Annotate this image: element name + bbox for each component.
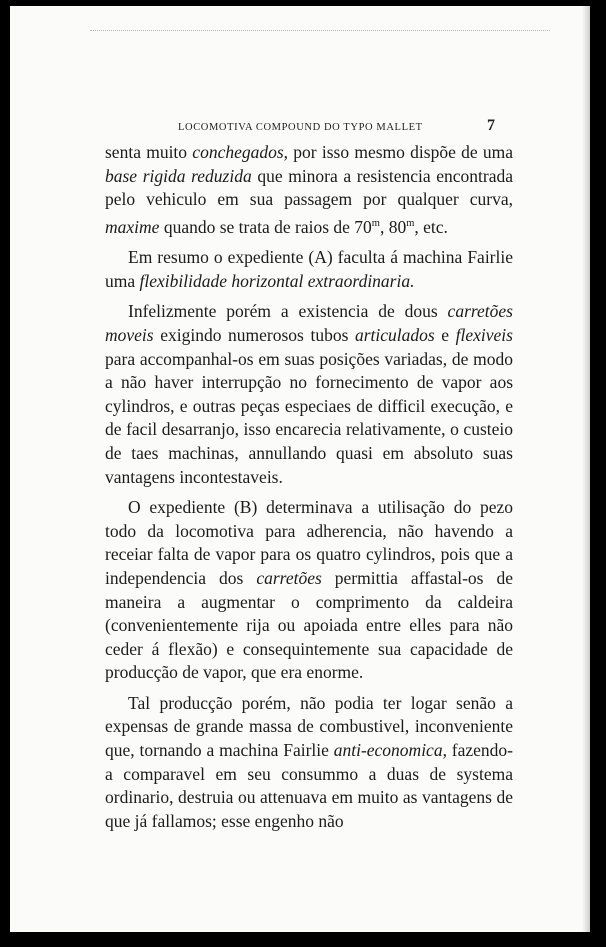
italic-run: flexibilidade horizontal extraordinaria. (139, 270, 415, 291)
running-head: LOCOMOTIVA COMPOUND DO TYPO MALLET (178, 122, 423, 133)
paragraph: Infelizmente porém a existencia de dous carretões moveis exigindo numerosos tubos articulados e flexiveis para accompanhal-os em suas posições variadas, de modo a não haver interrupção no fornecimento de vapor aos cylindros, e outras peças especiaes de difficil execução, e de facil desarranjo, isso encarecia relativamente, o custeio de taes machinas, annullando quasi em absoluto suas vantagens incontestaveis. (105, 301, 513, 487)
italic-run: base rigida reduzida (105, 165, 252, 186)
paragraph: Tal producção porém, não podia ter logar senão a expensas de grande massa de combustivel, inconveniente que, tornando a machina Fairlie anti-economica, fazendo-a comparavel em seu consummo a duas de systema ordinario, destruia ou attenuava em muito as vantagens de que já fallamos; esse engenho não (105, 692, 513, 831)
italic-run: articulados (354, 324, 435, 345)
italic-run: flexiveis (455, 324, 513, 345)
italic-run: carretões moveis (105, 301, 513, 345)
italic-run: anti-economica (333, 740, 443, 761)
page-edge-shadow (582, 6, 590, 932)
page-number: 7 (487, 117, 495, 134)
body-text (105, 141, 513, 840)
superscript-run: m (371, 217, 380, 229)
superscript-run: m (406, 217, 415, 229)
italic-run: carretões (256, 567, 322, 588)
scan-specks (90, 30, 550, 33)
paragraph: Em resumo o expediente (A) faculta á machina Fairlie uma flexibilidade horizontal extraordinaria. (105, 247, 513, 291)
italic-run: maxime (105, 216, 160, 237)
book-page (10, 6, 590, 932)
italic-run: conchegados (192, 142, 284, 162)
paragraph: senta muito conchegados, por isso mesmo dispõe de uma base rigida reduzida que minora a resistencia encontrada pelo vehiculo em sua passagem por qualquer curva, maxime quando se trata de raios de 70$^m$, 80$^m$, etc. (105, 142, 514, 237)
paragraph: O expediente (B) determinava a utilisação do pezo todo da locomotiva para adherencia, não havendo a receiar falta de vapor para os quatro cylindros, pois que a independencia dos carretões permittia affastal-os de maneira a augmentar o comprimento da caldeira (convenientemente rija ou apoiada entre elles para não ceder á flexão) e consequintemente sua capacidade de producção de vapor, que era enorme. (105, 497, 513, 683)
